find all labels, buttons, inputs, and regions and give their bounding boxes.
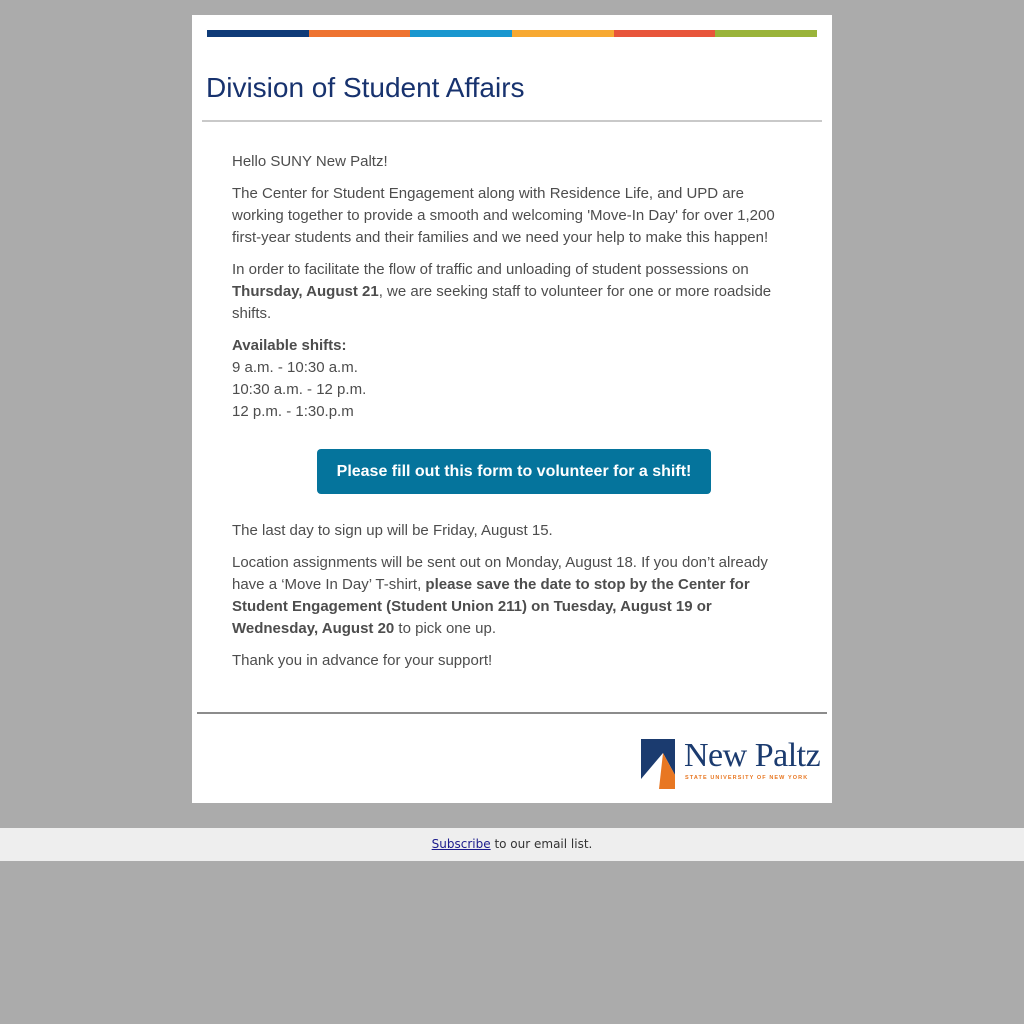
stripe-segment xyxy=(715,30,817,37)
location-paragraph xyxy=(232,552,796,640)
logo-subtitle: STATE UNIVERSITY OF NEW YORK xyxy=(685,775,809,781)
location-text-before: Location assignments will be sent out on Monday, August 18. If you don’t already have a ‘Move In Day’ T-shirt, xyxy=(232,554,768,593)
subscribe-footer xyxy=(0,828,1024,861)
intro-paragraph: The Center for Student Engagement along with Residence Life, and UPD are working together to provide a smooth and welcoming 'Move-In Day' for over 1,200 first-year students and their families and we need your help to make this happen! xyxy=(232,185,775,246)
new-paltz-logo xyxy=(641,737,819,789)
stripe-segment xyxy=(309,30,411,37)
shift-item: 10:30 a.m. - 12 p.m. xyxy=(232,381,367,398)
page-title: Division of Student Affairs xyxy=(206,72,525,103)
new-paltz-mark-icon xyxy=(641,739,675,789)
shift-item: 12 p.m. - 1:30.p.m xyxy=(232,403,354,420)
shifts-heading: Available shifts: xyxy=(232,337,347,354)
greeting-paragraph: Hello SUNY New Paltz! xyxy=(232,153,388,170)
move-in-date: Thursday, August 21 xyxy=(232,283,379,300)
footer-divider xyxy=(197,712,827,714)
volunteer-form-button[interactable]: Please fill out this form to volunteer for a shift! xyxy=(317,449,712,494)
logo-wordmark: New Paltz xyxy=(684,737,821,774)
traffic-text-before: In order to facilitate the flow of traffic and unloading of student possessions on xyxy=(232,261,749,278)
stripe-segment xyxy=(410,30,512,37)
email-card xyxy=(192,15,832,803)
shifts-block xyxy=(232,335,796,423)
message-body xyxy=(232,151,796,682)
subscribe-link[interactable]: Subscribe xyxy=(431,837,491,851)
stripe-segment xyxy=(614,30,716,37)
shift-item: 9 a.m. - 10:30 a.m. xyxy=(232,359,358,376)
thanks-paragraph: Thank you in advance for your support! xyxy=(232,652,493,669)
header-color-stripe xyxy=(207,30,817,37)
stripe-segment xyxy=(512,30,614,37)
tshirt-pickup-notice: please save the date to stop by the Center for Student Engagement (Student Union 211) on Tuesday, August 19 or Wednesday, August 20 xyxy=(232,576,750,637)
traffic-text-after: , we are seeking staff to volunteer for one or more roadside shifts. xyxy=(232,283,772,322)
header-divider xyxy=(202,120,822,122)
location-text-after: to pick one up. xyxy=(394,620,496,637)
subscribe-suffix: to our email list. xyxy=(490,837,593,851)
stripe-segment xyxy=(207,30,309,37)
deadline-paragraph: The last day to sign up will be Friday, August 15. xyxy=(232,522,553,539)
cta-container xyxy=(232,449,796,494)
traffic-paragraph xyxy=(232,259,796,325)
